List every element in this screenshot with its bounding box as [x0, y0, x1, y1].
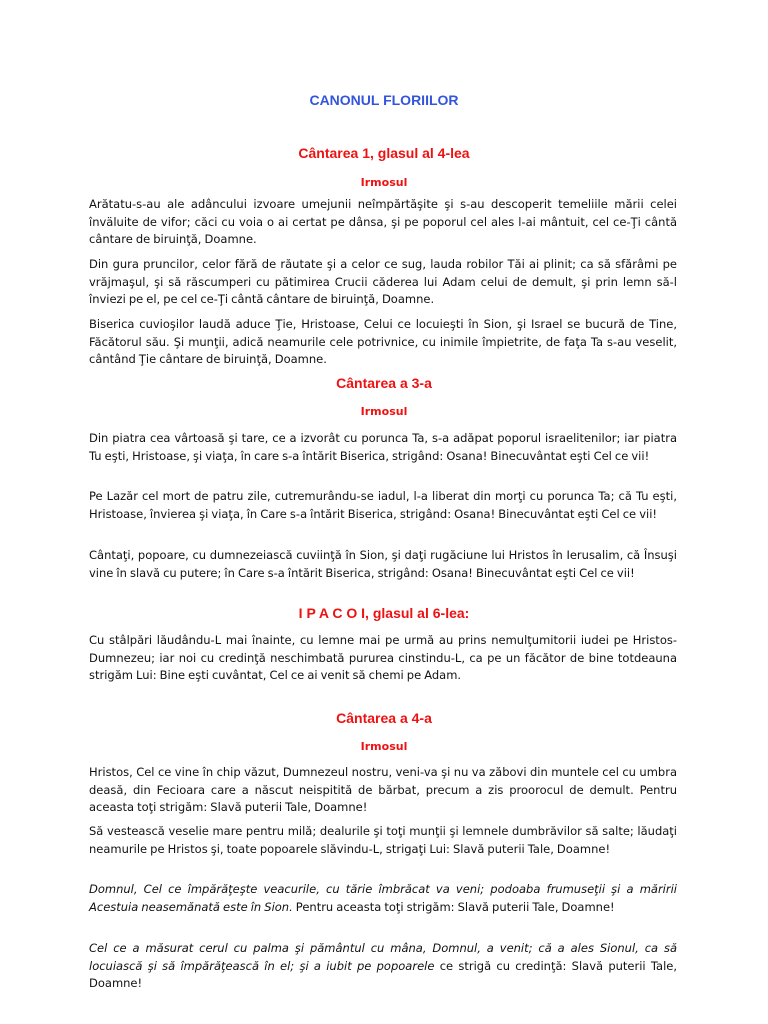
paragraph — [89, 940, 677, 993]
paragraph: Biserica cuvioşilor laudă aduce Ţie, Hristoase, Celui ce locuieşti în Sion, şi Israel se bucură de Tine, Făcătorul său. Şi munţii, adică neamurile cele potrivnice, cu inimile împietrite, de faţa Ta s-au veselit, cântând Ţie cântare de biruinţă, Doamne. — [89, 317, 677, 367]
normal-text: Pentru aceasta toţi strigăm: Slavă puterii Tale, Doamne! — [292, 899, 615, 914]
paragraph: Din piatra cea vârtoasă şi tare, ce a izvorât cu porunca Ta, s-a adăpat poporul israelitenilor; iar piatra Tu eşti, Hristoase, şi viaţa, în care s-a întărit Biserica, strigând: Osana! Binecuvântat eşti Cel ce vii! — [89, 431, 677, 463]
paragraph: Din gura pruncilor, celor fără de răutate şi a celor ce sug, lauda robilor Tăi ai plinit; ca să sfărâmi pe vrăjmaşul, şi să răscumperi cu pătimirea Crucii căderea lui Adam celui de demult, şi prin lemn să-l înviezi pe el, pe cel ce-Ţi cântă cântare de biruinţă, Doamne. — [89, 257, 677, 307]
paragraph — [89, 881, 677, 916]
paragraph: Cântaţi, popoare, cu dumnezeiască cuviinţă în Sion, şi daţi rugăciune lui Hristos în Ierusalim, că Însuşi vine în slavă cu putere; în Care s-a întărit Biserica, strigând: Osana! Binecuvântat eşti Cel ce vii! — [89, 548, 677, 580]
document-title: CANONUL FLORIILOR — [309, 92, 459, 108]
paragraph: Hristos, Cel ce vine în chip văzut, Dumnezeul nostru, veni-va şi nu va zăbovi din muntele cel cu umbra deasă, din Fecioara care a născut neispitită de bărbat, precum a zis proorocul de demult. Pentru aceasta toţi strigăm: Slavă puterii Tale, Doamne! — [89, 765, 677, 815]
paragraph: Arătatu-s-au ale adâncului izvoare umejunii neîmpărtăşite şi s-au descoperit temeliile mării celei înväluite de vifor; căci cu voia o ai certat pe dânsa, şi pe poporul cel ales l-ai mântuit, cel ce-Ţi cântă cântare de biruinţă, Doamne. — [89, 197, 677, 247]
paragraph: Să vestească veselie mare pentru milă; dealurile şi toţi munţii şi lemnele dumbrăvilor să salte; lăudaţi neamurile pe Hristos şi, toate popoarele slăvindu-L, strigaţi Lui: Slavă puterii Tale, Doamne! — [89, 824, 677, 856]
section-heading-cantarea-4: Cântarea a 4-a — [336, 710, 432, 726]
section-subheading-irmos-3: Irmosul — [360, 405, 408, 418]
paragraph: Pe Lazăr cel mort de patru zile, cutremurându-se iadul, l-a liberat din morţi cu porunca Ta; că Tu eşti, Hristoase, învierea şi viaţa, în Care s-a întărit Biserica, strigând: Osana! Binecuvântat eşti Cel ce vii! — [89, 489, 677, 521]
italic-text: Domnul, Cel ce împărăţeşte veacurile, cu tărie îmbrăcat va veni; podoaba frumuseţii şi a măririi Acestuia neasemănată este în Sion. — [89, 882, 677, 914]
section-heading-cantarea-3: Cântarea a 3-a — [336, 375, 432, 391]
section-subheading-irmos-4: Irmosul — [360, 740, 408, 753]
normal-text: ce strigă cu credinţă: Slavă puterii Tale, Doamne! — [89, 958, 677, 991]
section-heading-cantarea-1: Cântarea 1, glasul al 4-lea — [298, 145, 470, 161]
section-heading-ipacoi: I P A C O I, glasul al 6-lea: — [298, 605, 470, 621]
paragraph: Cu stâlpări lăudându-L mai înainte, cu lemne mai pe urmă au prins nemulţumitorii iudei pe Hristos-Dumnezeu; iar noi cu credinţă neschimbată pururea cinstindu-L, ca pe un făcător de bine totdeauna strigăm Lui: Bine eşti cuvântat, Cel ce ai venit să chemi pe Adam. — [89, 633, 677, 683]
italic-text: Cel ce a măsurat cerul cu palma şi pământul cu mâna, Domnul, a venit; că a ales Sionul, ca să locuiască şi să împărăţească în el; şi a iubit pe popoarele — [89, 941, 677, 973]
section-subheading-irmos-1: Irmosul — [360, 176, 408, 189]
